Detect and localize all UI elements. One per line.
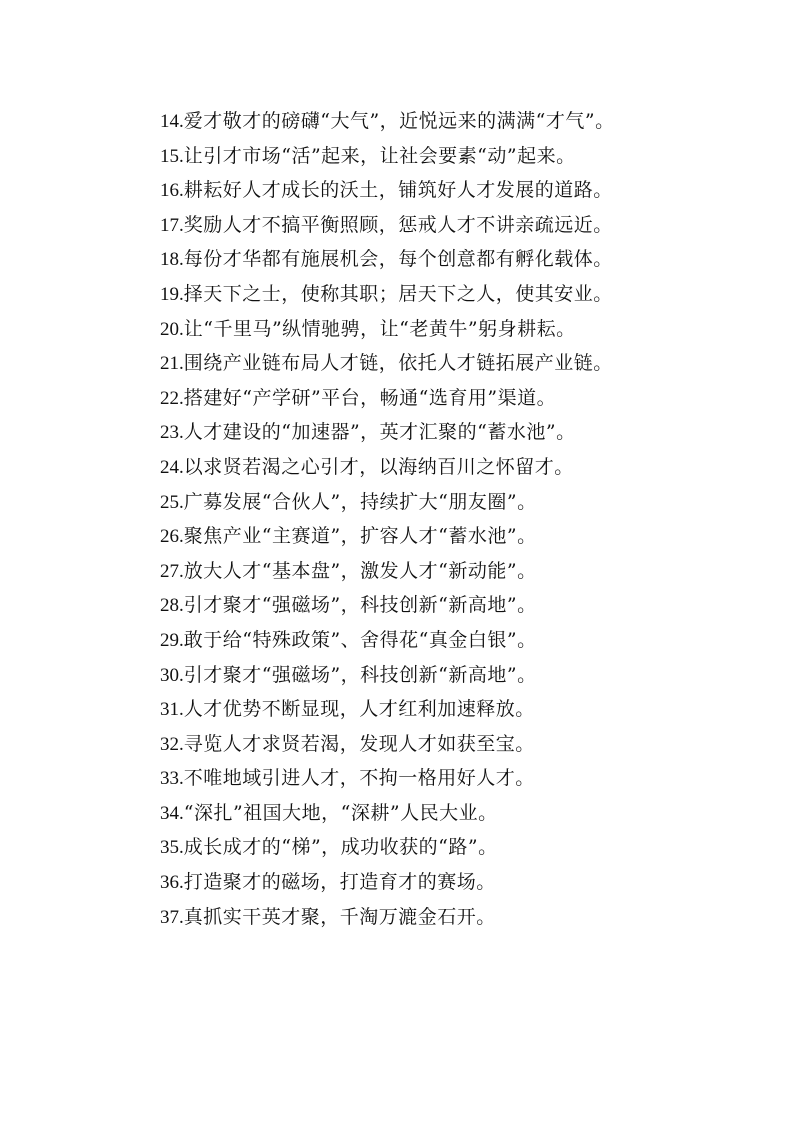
line-text: 放大人才“基本盘”，激发人才“新动能”。	[183, 559, 537, 582]
slogan-line	[160, 277, 615, 312]
line-text: 每份才华都有施展机会，每个创意都有孵化载体。	[183, 248, 613, 271]
slogan-line	[160, 139, 615, 174]
line-number: 28.	[160, 595, 184, 617]
line-text: 以求贤若渴之心引才，以海纳百川之怀留才。	[183, 455, 574, 478]
line-text: 聚焦产业“主赛道”，扩容人才“蓄水池”。	[183, 525, 537, 548]
line-number: 24.	[160, 456, 184, 478]
line-text: 奖励人才不搞平衡照顾，惩戒人才不讲亲疏远近。	[183, 213, 613, 236]
line-text: 引才聚才“强磁场”，科技创新“新高地”。	[183, 663, 537, 686]
slogan-line	[160, 623, 615, 658]
slogan-line	[160, 519, 615, 554]
line-number: 21.	[160, 353, 184, 375]
slogan-line	[160, 588, 615, 623]
line-number: 17.	[160, 214, 184, 236]
line-number: 29.	[160, 629, 184, 651]
line-text: 打造聚才的磁场，打造育才的赛场。	[183, 871, 496, 894]
line-number: 37.	[160, 906, 184, 928]
slogan-line	[160, 415, 615, 450]
line-text: 爱才敬才的磅礴“大气”，近悦远来的满满“才气”。	[183, 110, 615, 132]
slogan-line	[160, 761, 615, 796]
slogan-line	[160, 346, 615, 381]
line-text: 敢于给“特殊政策”、舍得花“真金白银”。	[183, 628, 537, 651]
line-number: 16.	[160, 180, 184, 202]
line-number: 18.	[160, 249, 184, 271]
slogan-line	[160, 485, 615, 520]
slogan-line	[160, 381, 615, 416]
line-number: 27.	[160, 560, 184, 582]
line-number: 14.	[160, 111, 184, 132]
line-number: 34.	[160, 802, 184, 824]
slogan-line	[160, 312, 615, 347]
line-number: 25.	[160, 491, 184, 513]
slogan-list	[160, 104, 615, 934]
line-number: 35.	[160, 837, 184, 859]
line-text: 让引才市场“活”起来，让社会要素“动”起来。	[183, 144, 576, 167]
line-text: 不唯地域引进人才，不拘一格用好人才。	[183, 767, 535, 790]
slogan-line	[160, 450, 615, 485]
line-number: 23.	[160, 422, 184, 444]
line-text: 寻览人才求贤若渴，发现人才如获至宝。	[183, 732, 535, 755]
slogan-line	[160, 900, 615, 935]
line-text: 成长成才的“梯”，成功收获的“路”。	[183, 836, 498, 859]
line-number: 30.	[160, 664, 184, 686]
slogan-line	[160, 173, 615, 208]
slogan-line	[160, 104, 615, 139]
slogan-line	[160, 692, 615, 727]
line-number: 20.	[160, 318, 184, 340]
slogan-line	[160, 554, 615, 589]
line-number: 33.	[160, 768, 184, 790]
line-number: 22.	[160, 387, 184, 409]
line-number: 15.	[160, 145, 184, 167]
line-text: 搭建好“产学研”平台，畅通“选育用”渠道。	[183, 386, 557, 409]
slogan-line	[160, 208, 615, 243]
slogan-line	[160, 830, 615, 865]
line-number: 32.	[160, 733, 184, 755]
line-text: 围绕产业链布局人才链，依托人才链拓展产业链。	[183, 352, 613, 375]
line-text: “深扎”祖国大地，“深耕”人民大业。	[183, 801, 498, 824]
line-number: 26.	[160, 526, 184, 548]
line-text: 耕耘好人才成长的沃土，铺筑好人才发展的道路。	[183, 179, 613, 202]
slogan-line	[160, 658, 615, 693]
line-number: 31.	[160, 699, 184, 721]
line-text: 广募发展“合伙人”，持续扩大“朋友圈”。	[183, 490, 537, 513]
line-text: 人才建设的“加速器”，英才汇聚的“蓄水池”。	[183, 421, 576, 444]
line-text: 引才聚才“强磁场”，科技创新“新高地”。	[183, 594, 537, 617]
line-text: 让“千里马”纵情驰骋，让“老黄牛”躬身耕耘。	[183, 317, 576, 340]
slogan-line	[160, 865, 615, 900]
line-text: 择天下之士，使称其职；居天下之人，使其安业。	[183, 282, 613, 305]
slogan-line	[160, 727, 615, 762]
line-text: 人才优势不断显现，人才红利加速释放。	[183, 698, 535, 721]
line-number: 19.	[160, 283, 184, 305]
line-number: 36.	[160, 872, 184, 894]
slogan-line	[160, 242, 615, 277]
slogan-line	[160, 796, 615, 831]
line-text: 真抓实干英才聚，千淘万漉金石开。	[183, 905, 496, 928]
